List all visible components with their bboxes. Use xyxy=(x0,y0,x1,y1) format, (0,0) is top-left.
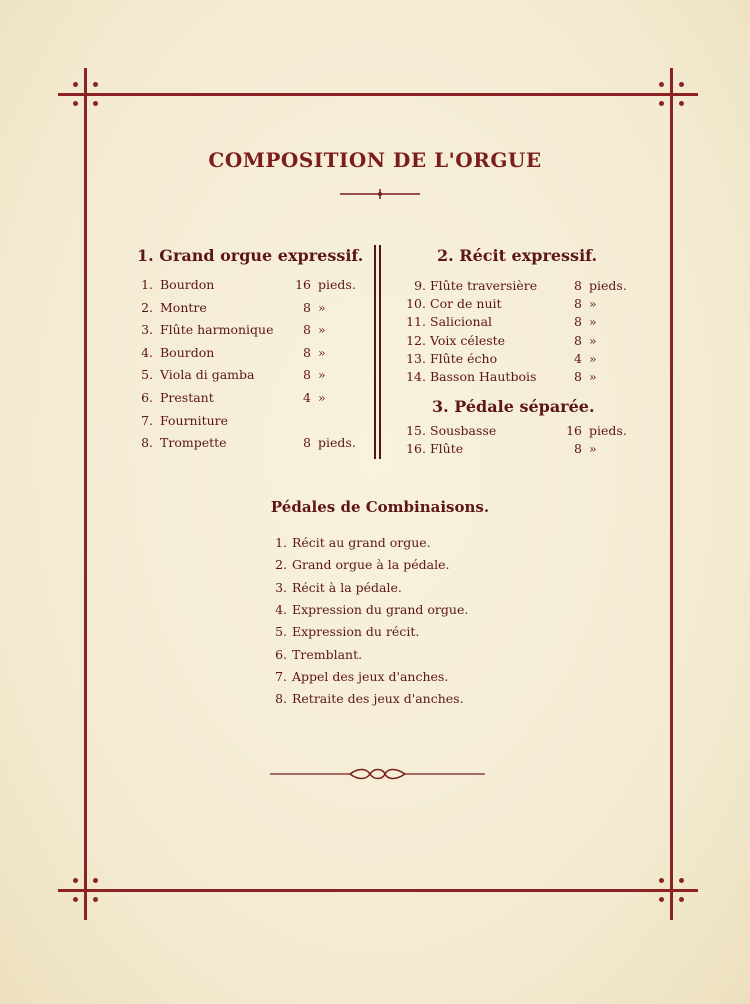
combinaison-number: 3. xyxy=(275,579,287,595)
combinaison-number: 2. xyxy=(275,557,287,573)
stop-unit: pieds. xyxy=(318,277,356,292)
stop-size: 8 xyxy=(574,332,582,348)
combinaison-text: Récit à la pédale. xyxy=(292,579,402,595)
stop-name: Fourniture xyxy=(160,412,229,428)
stop-name: Voix céleste xyxy=(430,332,506,348)
stop-number: 9. xyxy=(414,278,426,293)
stop-row xyxy=(402,423,632,443)
stop-row xyxy=(402,333,632,353)
combinaison-item xyxy=(271,557,449,572)
stop-row xyxy=(402,296,632,316)
stop-row xyxy=(402,369,632,389)
stop-unit: » xyxy=(318,344,326,360)
stop-name: Flûte harmonique xyxy=(160,322,274,338)
combinaison-number: 4. xyxy=(275,601,287,617)
stop-unit: pieds. xyxy=(318,435,356,451)
stop-row xyxy=(136,322,366,342)
stop-unit: » xyxy=(589,350,597,366)
combinaison-item xyxy=(271,669,448,684)
stop-name: Montre xyxy=(160,299,207,315)
stop-number: 16. xyxy=(406,441,426,457)
stop-unit: pieds. xyxy=(589,423,627,438)
stop-number: 15. xyxy=(406,423,426,438)
stop-size: 8 xyxy=(574,441,582,457)
stop-row xyxy=(136,435,366,455)
stop-name: Salicional xyxy=(430,314,493,330)
stop-unit: » xyxy=(318,390,326,405)
combinaison-text: Grand orgue à la pédale. xyxy=(292,557,450,573)
column-divider xyxy=(379,245,381,459)
pedale-heading: 3. Pédale séparée. xyxy=(432,397,595,416)
stop-row xyxy=(136,277,366,297)
stop-name: Prestant xyxy=(160,390,214,405)
stop-row xyxy=(402,314,632,334)
stop-name: Viola di gamba xyxy=(160,367,255,383)
stop-row xyxy=(402,278,632,298)
stop-unit: » xyxy=(589,314,597,330)
stop-row xyxy=(402,441,632,461)
combinaisons-heading: Pédales de Combinaisons. xyxy=(270,498,490,516)
stop-name: Bourdon xyxy=(160,277,215,292)
stop-number: 6. xyxy=(141,390,153,405)
combinaison-item xyxy=(271,535,431,550)
stop-number: 10. xyxy=(406,296,426,312)
stop-row xyxy=(136,367,366,387)
stop-number: 11. xyxy=(406,314,426,330)
stop-name: Trompette xyxy=(160,435,227,451)
recit-heading: 2. Récit expressif. xyxy=(437,246,598,265)
stop-size: 8 xyxy=(303,344,311,360)
stop-number: 5. xyxy=(141,367,153,383)
stop-row xyxy=(402,351,632,371)
grand-orgue-heading: 1. Grand orgue expressif. xyxy=(137,246,364,265)
stop-size: 4 xyxy=(303,390,311,405)
stop-unit: » xyxy=(589,369,597,384)
stop-unit: » xyxy=(589,296,597,312)
stop-name: Cor de nuit xyxy=(430,296,502,312)
stop-name: Basson Hautbois xyxy=(430,369,537,384)
stop-size: 8 xyxy=(303,435,311,451)
stop-size: 16 xyxy=(566,423,582,438)
combinaison-number: 6. xyxy=(275,646,287,662)
stop-size: 8 xyxy=(574,369,582,384)
stop-size: 8 xyxy=(574,278,582,293)
stop-name: Flûte traversière xyxy=(430,278,538,293)
stop-size: 8 xyxy=(574,296,582,312)
stop-name: Flûte écho xyxy=(430,350,498,366)
stop-number: 1. xyxy=(141,277,153,292)
stop-row xyxy=(136,413,366,433)
stop-size: 8 xyxy=(303,299,311,315)
page-title: COMPOSITION DE L'ORGUE xyxy=(208,148,542,172)
stop-row xyxy=(136,300,366,320)
stop-size: 8 xyxy=(303,322,311,338)
combinaison-item xyxy=(271,691,464,706)
stop-unit: » xyxy=(318,299,326,315)
title-ornament xyxy=(340,188,420,200)
combinaison-text: Appel des jeux d'anches. xyxy=(292,668,449,684)
combinaison-item xyxy=(271,624,419,639)
combinaison-text: Retraite des jeux d'anches. xyxy=(292,691,464,707)
stop-unit: pieds. xyxy=(589,278,627,293)
combinaison-text: Expression du grand orgue. xyxy=(292,601,469,617)
combinaison-number: 1. xyxy=(275,535,287,550)
stop-number: 12. xyxy=(406,332,426,348)
stop-size: 8 xyxy=(574,314,582,330)
stop-size: 4 xyxy=(574,350,582,366)
stop-row xyxy=(136,345,366,365)
stop-number: 4. xyxy=(141,344,153,360)
stop-number: 7. xyxy=(141,412,153,428)
combinaison-item xyxy=(271,647,362,662)
combinaison-number: 8. xyxy=(275,691,287,707)
combinaison-number: 7. xyxy=(275,668,287,684)
combinaison-item xyxy=(271,580,402,595)
stop-unit: » xyxy=(318,367,326,383)
column-divider xyxy=(374,245,376,459)
stop-size: 8 xyxy=(303,367,311,383)
stop-row xyxy=(136,390,366,410)
stop-number: 13. xyxy=(406,350,426,366)
stop-number: 14. xyxy=(406,369,426,384)
stop-size: 16 xyxy=(295,277,311,292)
bottom-ornament xyxy=(270,766,485,782)
stop-name: Flûte xyxy=(430,441,464,457)
stop-number: 2. xyxy=(141,299,153,315)
combinaison-item xyxy=(271,602,468,617)
combinaison-text: Tremblant. xyxy=(292,646,363,662)
combinaison-number: 5. xyxy=(275,624,287,640)
stop-name: Sousbasse xyxy=(430,423,497,438)
combinaison-text: Expression du récit. xyxy=(292,624,420,640)
stop-number: 3. xyxy=(141,322,153,338)
combinaison-text: Récit au grand orgue. xyxy=(292,535,431,550)
stop-unit: » xyxy=(589,441,597,457)
stop-unit: » xyxy=(589,332,597,348)
stop-number: 8. xyxy=(141,435,153,451)
stop-name: Bourdon xyxy=(160,344,215,360)
stop-unit: » xyxy=(318,322,326,338)
